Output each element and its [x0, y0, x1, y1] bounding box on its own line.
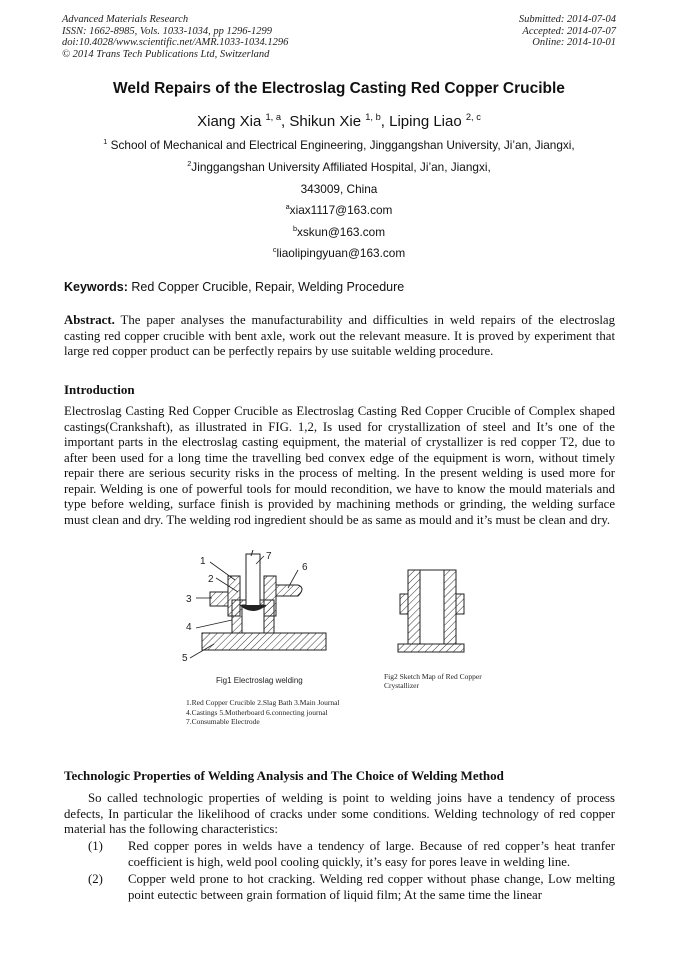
submission-dates	[519, 14, 616, 49]
section-heading-introduction: Introduction	[64, 382, 135, 397]
fig-label: 4	[186, 622, 192, 633]
abstract-label: Abstract.	[64, 313, 115, 327]
email-b: $^b$xskun@163.com	[292, 224, 386, 239]
fig2-drawing	[398, 570, 464, 652]
date-online: Online: 2014-10-01	[532, 37, 616, 48]
electroslag-diagram	[180, 550, 520, 670]
journal-issn: ISSN: 1662-8985, Vols. 1033-1034, pp 1296-1299	[62, 25, 272, 37]
fig-label: 5	[182, 653, 188, 664]
affiliation-1: $^1$ School of Mechanical and Electrical Engineering, Jinggangshan University, Ji’an, Jiangxi,	[103, 137, 575, 152]
journal-doi: doi:10.4028/www.scientific.net/AMR.1033-1034.1296	[62, 37, 289, 48]
fig-label: 3	[186, 594, 192, 605]
fig-label: 2	[208, 574, 214, 585]
date-submitted: Submitted: 2014-07-04	[518, 14, 616, 25]
journal-name: Advanced Materials Research	[62, 14, 189, 25]
fig-label: 7	[266, 551, 272, 562]
section2-text: So called technologic properties of welding is point to welding joins have a tendency of process defects, In particular the likelihood of cracks under some conditions. Welding technology of red copper material has the following characteristics:	[64, 791, 615, 836]
figure-panel	[180, 550, 520, 750]
fig-label: 1	[200, 556, 206, 567]
author-sup: 1, a	[265, 112, 282, 122]
fig1-caption: Fig1 Electroslag welding	[216, 676, 303, 685]
email-c: $^c$liaolipingyuan@163.com	[272, 245, 406, 260]
author-name: Xiang Xia	[197, 113, 262, 130]
fig-label: 6	[302, 562, 308, 573]
list-item: (1) Red copper pores in welds have a tendency of large. Because of red copper’s heat tranfer coefficient is high, weld pool cooling quickly, it’s easy for pores leave in welding line.	[88, 839, 615, 869]
author-list: Xiang Xia $^{1, a}$, Shikun Xie $^{1, b}$, Liping Liao $^{2, c}$	[197, 112, 481, 130]
abstract-text: The paper analyses the manufacturability and difficulties in weld repairs of the electroslag casting red copper crucible with bent axle, work out the relevant measure. It is proved by experiment that large red copper product can be perfectly repairs by use suitable welding procedure.	[64, 313, 616, 358]
characteristics-list	[64, 839, 615, 905]
section-heading-technologic-properties: Technologic Properties of Welding Analysis and The Choice of Welding Method	[64, 768, 504, 783]
figure-legend: 1.Red Copper Crucible 2.Slag Bath 3.Main Journal 4.Castings 5.Motherboard 6.connecting journal 7.Consumable Electrode	[186, 698, 340, 726]
author-sup: 1, b	[365, 112, 381, 122]
date-accepted: Accepted: 2014-07-07	[522, 25, 616, 37]
author-name: Shikun Xie	[289, 113, 362, 130]
keywords-label: Keywords:	[64, 280, 128, 294]
email-a: $^a$xiax1117@163.com	[285, 202, 393, 217]
fig2-caption: Fig2 Sketch Map of Red Copper Crystallizer	[384, 672, 482, 690]
journal-info	[62, 14, 288, 60]
keywords	[64, 280, 404, 294]
author-sup: 2, c	[465, 112, 481, 122]
journal-copyright: © 2014 Trans Tech Publications Ltd, Switzerland	[62, 48, 270, 60]
introduction-text: Electroslag Casting Red Copper Crucible as Electroslag Casting Red Copper Crucible of Complex shaped castings(Crankshaft), as illustrated in FIG. 1,2, Is used for crystallization of steel and It’s one of the important parts in the electroslag casting equipment, the material of crystallizer is red copper T2, due to after been used for a long time the travelling bed convex edge of the equipment is worn, without timely repair there are serious security risks in the process of melting. In the present welding is used more for repair. Welding is one of powerful tools for mould recondition, we have to know the mould materials and type before welding, surface finish is provided by machining methods or grinding, the welding surface must clean and dry. The welding rod ingredient should be as same as mould and it’s must be clean and dry.	[64, 404, 615, 527]
keywords-text: Red Copper Crucible, Repair, Welding Procedure	[131, 280, 405, 294]
affiliation-2: $^2$Jinggangshan University Affiliated Hospital, Ji’an, Jiangxi,	[187, 159, 491, 174]
affiliation-zip: 343009, China	[300, 182, 378, 196]
paper-title: Weld Repairs of the Electroslag Casting Red Copper Crucible	[113, 80, 565, 97]
list-item: (2) Copper weld prone to hot cracking. Welding red copper without phase change, Low melting point eutectic between grain formation of liquid film; At the same time the linear	[88, 872, 615, 902]
author-name: Liping Liao	[389, 113, 462, 130]
abstract	[64, 313, 615, 360]
